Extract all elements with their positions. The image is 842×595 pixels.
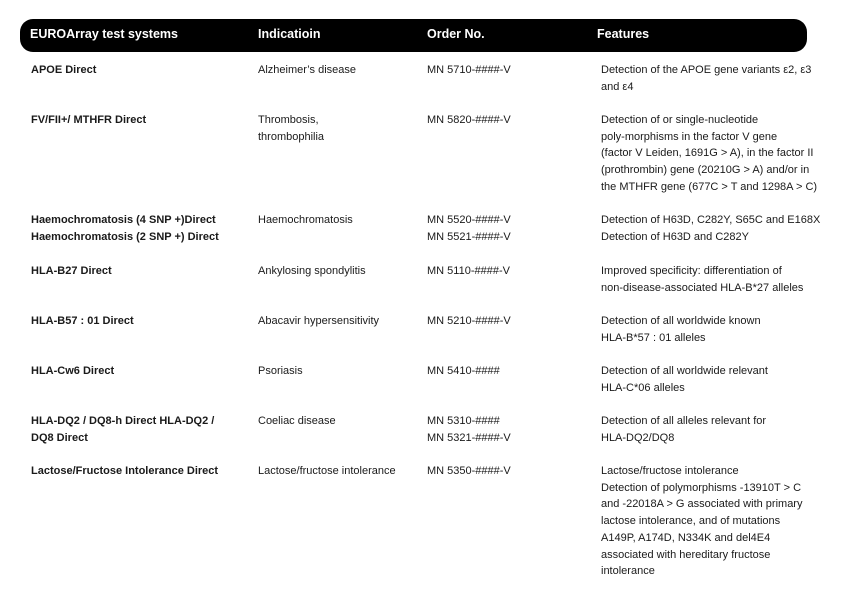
features-cell bbox=[601, 112, 836, 196]
header-order-no: Order No. bbox=[427, 27, 485, 41]
features-line: HLA-DQ2/DQ8 bbox=[601, 431, 675, 444]
features-line: Detection of all worldwide known bbox=[601, 315, 761, 327]
indication-line: Haemochromatosis bbox=[258, 214, 353, 226]
indication-cell bbox=[258, 112, 418, 145]
indication-line: Abacavir hypersensitivity bbox=[258, 315, 380, 327]
header-indication: Indicatioin bbox=[258, 27, 321, 41]
test-system-name-line: Lactose/Fructose Intolerance Direct bbox=[31, 465, 219, 477]
test-system-name-line: HLA-B27 Direct bbox=[31, 265, 112, 277]
features-line: non-disease-associated HLA-B*27 alleles bbox=[601, 281, 804, 294]
header-features: Features bbox=[597, 27, 650, 41]
indication-line: thrombophilia bbox=[258, 130, 325, 143]
test-system-name-cell bbox=[31, 363, 246, 380]
features-cell bbox=[601, 212, 836, 245]
features-line: Detection of all worldwide relevant bbox=[601, 365, 768, 377]
features-cell bbox=[601, 413, 836, 446]
test-system-name-line: HLA-DQ2 / DQ8-h Direct HLA-DQ2 / bbox=[31, 415, 215, 427]
test-system-name-cell bbox=[31, 463, 246, 480]
indication-line: Psoriasis bbox=[258, 365, 303, 377]
features-line: (prothrombin) gene (20210G > A) and/or in bbox=[601, 164, 810, 177]
order-number-cell bbox=[427, 263, 587, 280]
order-number-line: MN 5350-####-V bbox=[427, 465, 511, 477]
features-line: Detection of H63D and C282Y bbox=[601, 230, 749, 243]
test-system-name-line: APOE Direct bbox=[31, 64, 97, 76]
features-line: Detection of all alleles relevant for bbox=[601, 415, 767, 427]
order-number-cell bbox=[427, 463, 587, 480]
order-number-line: MN 5110-####-V bbox=[427, 265, 510, 277]
features-line: Detection of polymorphisms -13910T > C bbox=[601, 481, 802, 494]
features-cell bbox=[601, 263, 836, 296]
features-cell bbox=[601, 62, 836, 95]
order-number-line: MN 5310-#### bbox=[427, 415, 500, 427]
features-line: and -22018A > G associated with primary bbox=[601, 498, 803, 511]
indication-cell bbox=[258, 413, 418, 430]
order-number-cell bbox=[427, 62, 587, 79]
test-system-name-cell bbox=[31, 212, 246, 245]
features-cell bbox=[601, 363, 836, 396]
test-system-name-cell bbox=[31, 313, 246, 330]
table-header bbox=[20, 19, 807, 52]
indication-cell bbox=[258, 313, 418, 330]
indication-line: Ankylosing spondylitis bbox=[258, 265, 366, 277]
order-number-cell bbox=[427, 363, 587, 380]
indication-cell bbox=[258, 363, 418, 380]
order-number-cell bbox=[427, 313, 587, 330]
test-system-name-cell bbox=[31, 112, 246, 129]
indication-line: Lactose/fructose intolerance bbox=[258, 465, 396, 477]
order-number-line: MN 5521-####-V bbox=[427, 230, 511, 243]
indication-cell bbox=[258, 463, 418, 480]
test-system-name-line: HLA-Cw6 Direct bbox=[31, 365, 115, 377]
header-test-systems: EUROArray test systems bbox=[30, 27, 178, 41]
order-number-line: MN 5710-####-V bbox=[427, 64, 511, 76]
test-system-name-cell bbox=[31, 263, 246, 280]
indication-cell bbox=[258, 212, 418, 229]
indication-line: Thrombosis, bbox=[258, 114, 319, 126]
features-line: intolerance bbox=[601, 565, 655, 578]
features-line: A149P, A174D, N334K and del4E4 bbox=[601, 531, 771, 544]
features-line: and ε4 bbox=[601, 80, 634, 93]
order-number-line: MN 5520-####-V bbox=[427, 214, 511, 226]
indication-line: Coeliac disease bbox=[258, 415, 336, 427]
test-system-name-line: Haemochromatosis (2 SNP +) Direct bbox=[31, 230, 219, 243]
order-number-cell bbox=[427, 112, 587, 129]
test-system-name-cell bbox=[31, 413, 246, 446]
test-system-name-line: DQ8 Direct bbox=[31, 431, 88, 444]
features-line: associated with hereditary fructose bbox=[601, 548, 771, 561]
features-line: the MTHFR gene (677C > T and 1298A > C) bbox=[601, 180, 818, 193]
test-system-name-line: Haemochromatosis (4 SNP +)Direct bbox=[31, 214, 216, 226]
features-line: poly-morphisms in the factor V gene bbox=[601, 130, 778, 143]
indication-line: Alzheimer’s disease bbox=[258, 64, 357, 76]
order-number-line: MN 5410-#### bbox=[427, 365, 500, 377]
features-line: (factor V Leiden, 1691G > A), in the factor II bbox=[601, 147, 814, 160]
features-line: Lactose/fructose intolerance bbox=[601, 465, 739, 477]
features-cell bbox=[601, 463, 836, 580]
order-number-cell bbox=[427, 413, 587, 446]
features-line: HLA-B*57 : 01 alleles bbox=[601, 331, 706, 344]
features-line: HLA-C*06 alleles bbox=[601, 381, 685, 394]
features-line: Detection of or single-nucleotide bbox=[601, 114, 759, 126]
features-cell bbox=[601, 313, 836, 346]
test-system-name-line: HLA-B57 : 01 Direct bbox=[31, 315, 134, 327]
features-line: Improved specificity: differentiation of bbox=[601, 265, 782, 277]
indication-cell bbox=[258, 62, 418, 79]
features-line: Detection of H63D, C282Y, S65C and E168X bbox=[601, 214, 821, 226]
order-number-line: MN 5210-####-V bbox=[427, 315, 511, 327]
test-system-name-line: FV/FII+/ MTHFR Direct bbox=[31, 114, 147, 126]
order-number-cell bbox=[427, 212, 587, 245]
indication-cell bbox=[258, 263, 418, 280]
test-system-name-cell bbox=[31, 62, 246, 79]
order-number-line: MN 5321-####-V bbox=[427, 431, 511, 444]
features-line: lactose intolerance, and of mutations bbox=[601, 515, 781, 528]
features-line: Detection of the APOE gene variants ε2, ε3 bbox=[601, 64, 812, 76]
order-number-line: MN 5820-####-V bbox=[427, 114, 511, 126]
